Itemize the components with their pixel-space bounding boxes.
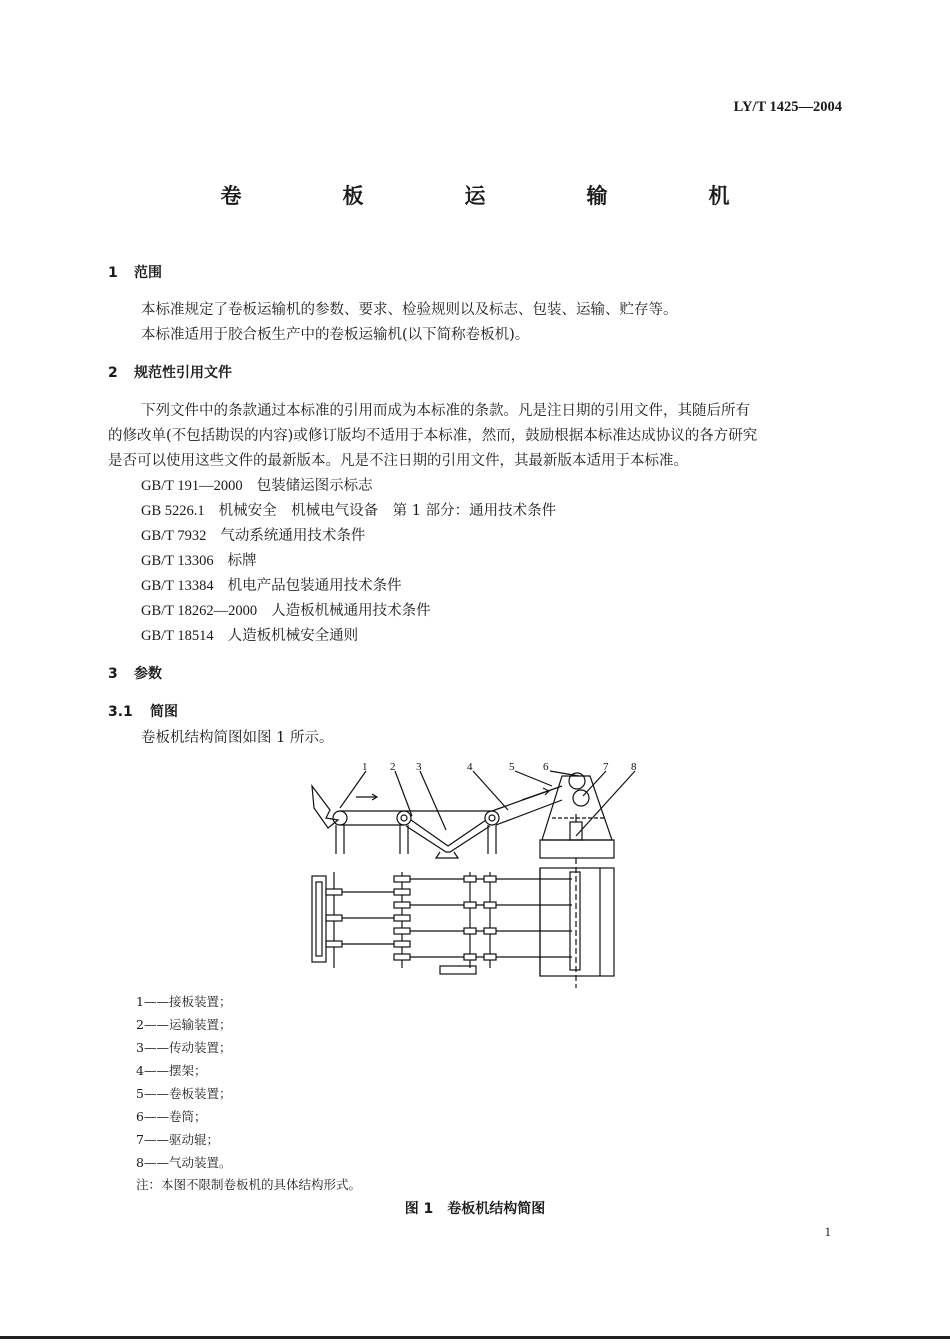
machine-structure-figure — [300, 758, 650, 990]
reference-code: GB/T 18262—2000 — [141, 603, 258, 619]
reference-name: 标牌 — [227, 553, 257, 569]
reference-item — [141, 499, 556, 520]
reference-name: 机械安全 机械电气设备 第 1 部分：通用技术条件 — [218, 503, 557, 519]
section-number: 3 — [108, 666, 118, 682]
reference-item — [141, 574, 402, 595]
section-number: 1 — [108, 265, 118, 281]
reference-code: GB/T 13384 — [141, 578, 214, 594]
figure-legend-item: 5——卷板装置； — [136, 1086, 232, 1101]
paragraph: 卷板机结构简图如图 1 所示。 — [141, 730, 334, 746]
reference-item — [141, 549, 257, 570]
reference-name: 人造板机械安全通则 — [227, 628, 359, 644]
paragraph: 本标准规定了卷板运输机的参数、要求、检验规则以及标志、包装、运输、贮存等。 — [141, 302, 678, 318]
section-1-heading — [108, 262, 162, 282]
reference-code: GB/T 13306 — [141, 553, 214, 569]
section-3-1-heading — [108, 701, 178, 721]
reference-code: GB/T 7932 — [141, 528, 207, 544]
callout-label: 3 — [416, 761, 422, 773]
section-title: 参数 — [134, 666, 162, 682]
reference-item — [141, 624, 358, 645]
reference-code: GB 5226.1 — [141, 503, 205, 519]
figure-callouts — [362, 761, 637, 773]
figure-legend-item: 6——卷筒； — [136, 1109, 207, 1124]
paragraph: 本标准适用于胶合板生产中的卷板运输机(以下简称卷板机)。 — [141, 327, 530, 343]
section-2-heading — [108, 362, 232, 382]
reference-item — [141, 474, 373, 495]
reference-name: 人造板机械通用技术条件 — [271, 603, 431, 619]
paragraph-line: 的修改单(不包括勘误的内容)或修订版均不适用于本标准，然而，鼓励根据本标准达成协议的各方研究 — [108, 428, 758, 444]
reference-item — [141, 524, 365, 545]
paragraph-line: 下列文件中的条款通过本标准的引用而成为本标准的条款。凡是注日期的引用文件，其随后所有 — [141, 403, 750, 419]
section-3-heading — [108, 663, 162, 683]
figure-legend-item: 8——气动装置。 — [136, 1155, 232, 1170]
figure-legend-item: 3——传动装置； — [136, 1040, 232, 1055]
document-title: 卷 板 运 输 机 — [220, 184, 770, 208]
reference-name: 机电产品包装通用技术条件 — [227, 578, 402, 594]
figure-legend-item: 7——驱动辊； — [136, 1132, 219, 1147]
section-title: 简图 — [150, 704, 178, 720]
paragraph-line: 是否可以使用这些文件的最新版本。凡是不注日期的引用文件，其最新版本适用于本标准。 — [108, 453, 688, 469]
reference-code: GB/T 18514 — [141, 628, 214, 644]
figure-legend-item: 2——运输装置； — [136, 1017, 232, 1032]
section-title: 规范性引用文件 — [134, 365, 232, 381]
callout-label: 4 — [467, 761, 473, 773]
figure-legend-item: 1——接板装置； — [136, 994, 232, 1009]
reference-item — [141, 599, 431, 620]
callout-label: 1 — [362, 761, 368, 773]
figure-note: 注：本图不限制卷板机的具体结构形式。 — [136, 1177, 362, 1192]
reference-name: 气动系统通用技术条件 — [220, 528, 366, 544]
section-number: 2 — [108, 365, 118, 381]
bottom-rule — [0, 1336, 950, 1339]
reference-name: 包装储运图示标志 — [256, 478, 373, 494]
callout-label: 6 — [543, 761, 549, 773]
callout-label: 7 — [603, 761, 609, 773]
section-number: 3.1 — [108, 704, 133, 720]
page-number: 1 — [824, 1224, 831, 1239]
figure-caption: 图 1 卷板机结构简图 — [404, 1201, 546, 1217]
figure-legend-item: 4——摆架； — [136, 1063, 207, 1078]
reference-code: GB/T 191—2000 — [141, 478, 243, 494]
callout-label: 2 — [390, 761, 396, 773]
callout-label: 5 — [509, 761, 515, 773]
document-code: LY/T 1425—2004 — [733, 99, 842, 115]
callout-label: 8 — [631, 761, 637, 773]
section-title: 范围 — [134, 265, 162, 281]
